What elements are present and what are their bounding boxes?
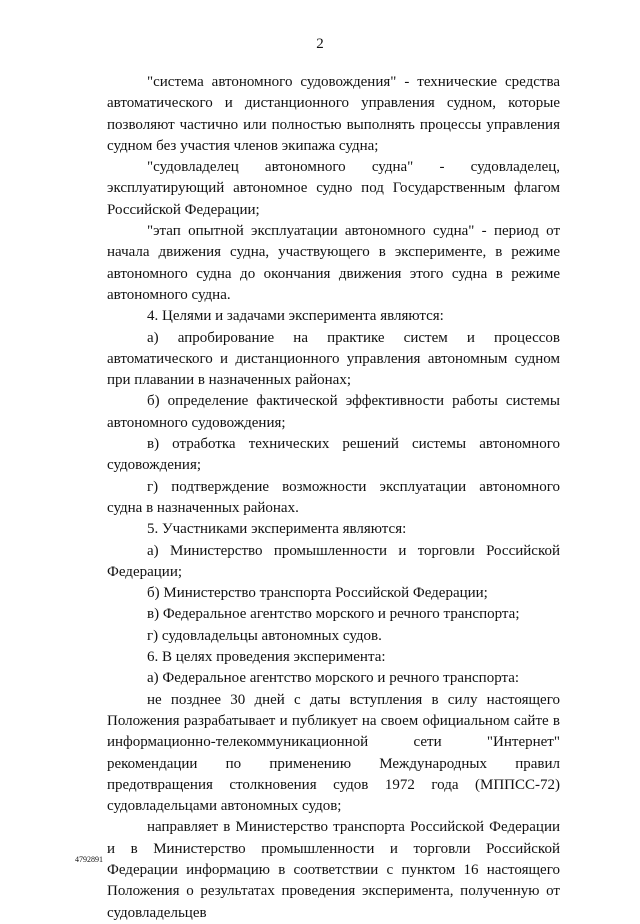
body-paragraph: направляет в Министерство транспорта Российской Федерации и в Министерство промышленности и торговли Российской Федерации информацию в соответствии с пунктом 16 настоящего Положения о результатах проведения эксперимента, полученную от судовладельцев: [107, 819, 560, 921]
document-body: [107, 72, 560, 924]
list-item: в) Федеральное агентство морского и речного транспорта;: [147, 606, 520, 623]
document-id: 4792891: [75, 855, 103, 864]
section-heading: 5. Участниками эксперимента являются:: [147, 521, 407, 538]
body-paragraph: не позднее 30 дней с даты вступления в силу настоящего Положения разрабатывает и публикует на своем официальном сайте в информационно-телекоммуникационной сети "Интернет" рекомендации по применению Международных правил предотвращения столкновения судов 1972 года (МППСС-72) судовладельцами автономных судов;: [107, 691, 560, 815]
list-item: а) Министерство промышленности и торговли Российской Федерации;: [107, 542, 560, 580]
definition-paragraph: "этап опытной эксплуатации автономного судна" - период от начала движения судна, участвующего в эксперименте, в режиме автономного судна до окончания движения этого судна в режиме автономного судна.: [107, 223, 560, 303]
list-item: а) апробирование на практике систем и процессов автоматического и дистанционного управления автономным судном при плавании в назначенных районах;: [107, 329, 560, 389]
list-item: б) определение фактической эффективности работы системы автономного судовождения;: [107, 393, 560, 431]
list-item: г) подтверждение возможности эксплуатации автономного судна в назначенных районах.: [107, 478, 560, 516]
page-number: 2: [316, 36, 324, 52]
list-item: а) Федеральное агентство морского и речного транспорта:: [147, 670, 520, 687]
section-heading: 4. Целями и задачами эксперимента являются:: [147, 308, 444, 325]
section-heading: 6. В целях проведения эксперимента:: [147, 649, 386, 666]
list-item: г) судовладельцы автономных судов.: [147, 627, 382, 644]
definition-paragraph: "судовладелец автономного судна" - судовладелец, эксплуатирующий автономное судно под Государственным флагом Российской Федерации;: [107, 159, 560, 218]
definition-paragraph: "система автономного судовождения" - технические средства автоматического и дистанционного управления судном, которые позволяют частично или полностью выполнять процессы управления судном без участия членов экипажа судна;: [107, 74, 560, 154]
list-item: в) отработка технических решений системы автономного судовождения;: [107, 436, 560, 474]
list-item: б) Министерство транспорта Российской Федерации;: [147, 585, 488, 602]
